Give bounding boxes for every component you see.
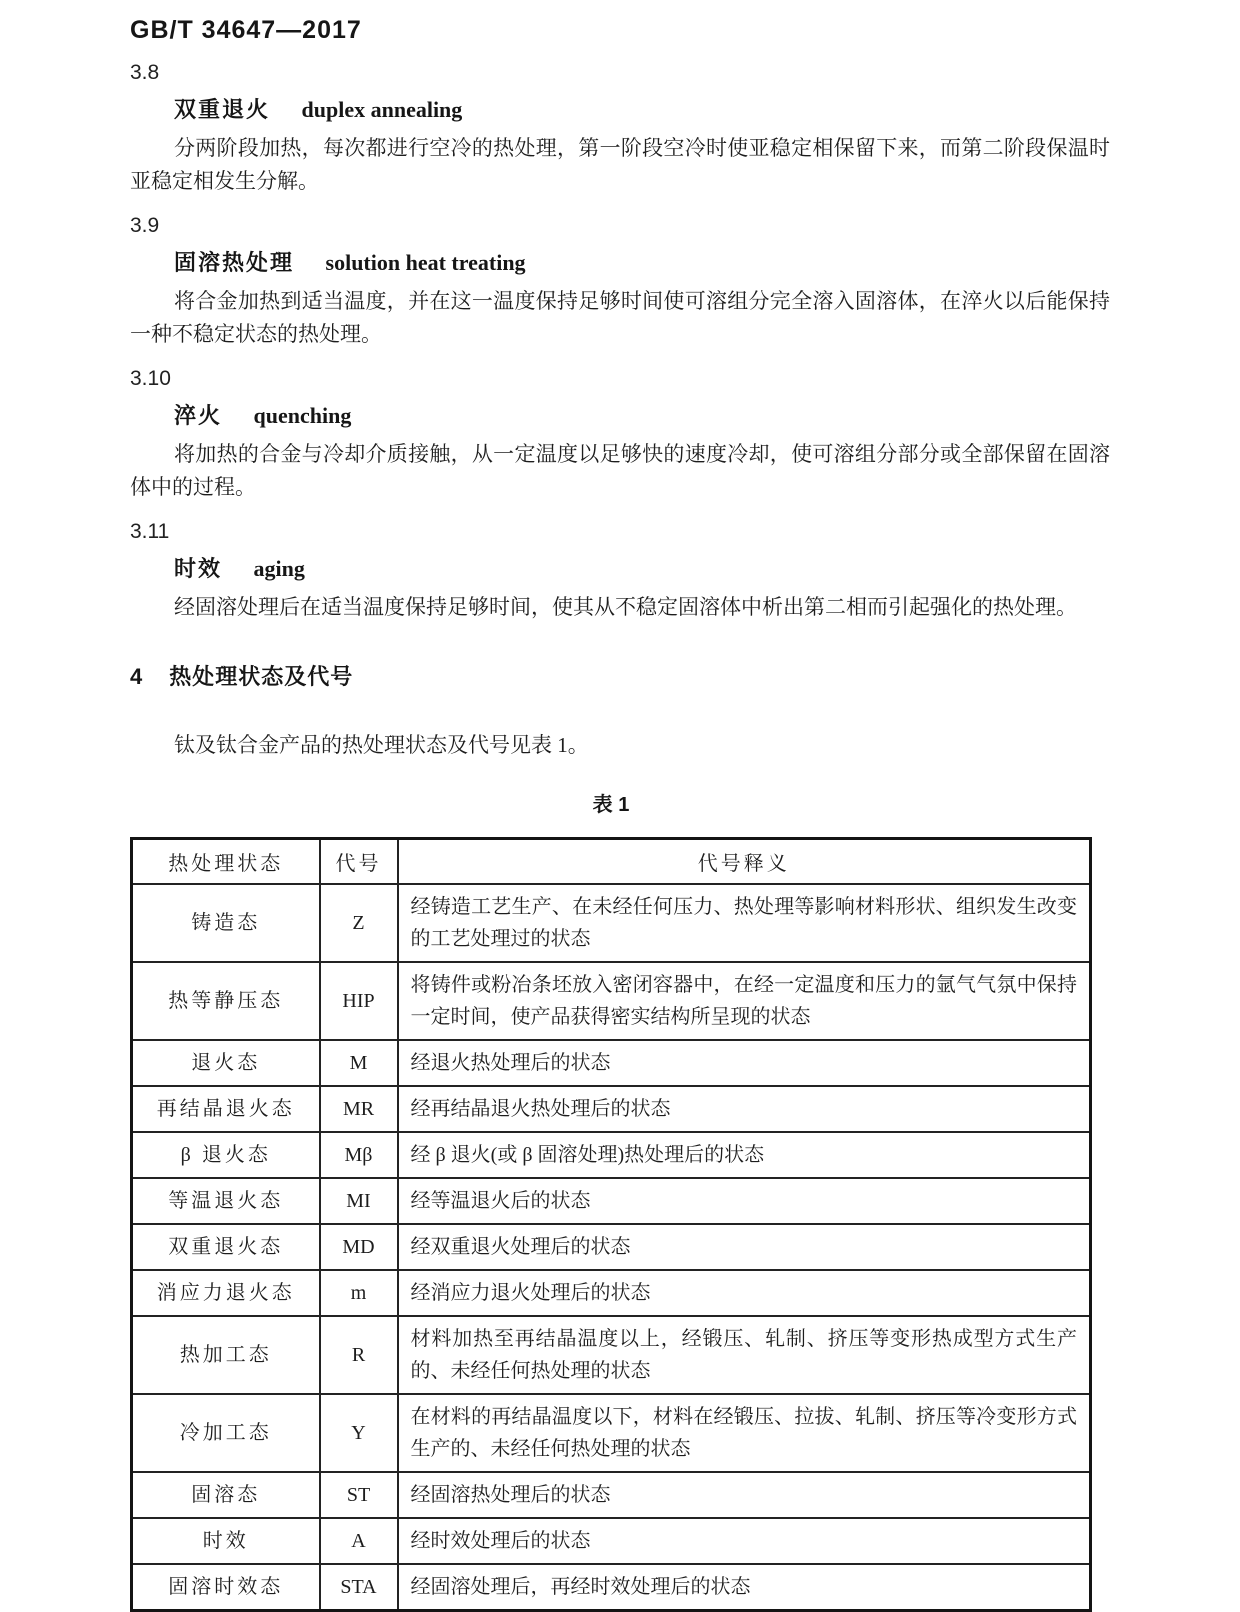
term-english: quenching [253, 403, 352, 428]
term-english: solution heat treating [325, 250, 526, 275]
code-cell: R [320, 1316, 398, 1394]
table-caption: 表 1 [592, 794, 630, 816]
state-cell: β 退火态 [132, 1132, 320, 1178]
code-cell: ST [320, 1472, 398, 1518]
meaning-cell: 经 β 退火(或 β 固溶处理)热处理后的状态 [398, 1132, 1091, 1178]
code-cell: MR [320, 1086, 398, 1132]
meaning-cell: 经双重退火处理后的状态 [398, 1224, 1091, 1270]
meaning-cell: 经消应力退火处理后的状态 [398, 1270, 1091, 1316]
state-cell: 退火态 [132, 1040, 320, 1086]
state-cell: 再结晶退火态 [132, 1086, 320, 1132]
term-chinese: 固溶热处理 [174, 250, 295, 275]
meaning-cell: 经等温退火后的状态 [398, 1178, 1091, 1224]
meaning-cell: 经固溶处理后，再经时效处理后的状态 [398, 1564, 1091, 1611]
code-cell: HIP [320, 962, 398, 1040]
table-row [132, 1270, 1091, 1316]
meaning-cell: 经固溶热处理后的状态 [398, 1472, 1091, 1518]
clause-number: 3.11 [130, 520, 170, 543]
table-row [132, 1518, 1091, 1564]
state-cell: 消应力退火态 [132, 1270, 320, 1316]
section-3-9 [130, 214, 1110, 351]
code-cell: STA [320, 1564, 398, 1611]
term-heading [130, 399, 1110, 430]
term-english: duplex annealing [301, 97, 463, 122]
definition-paragraph: 分两阶段加热，每次都进行空冷的热处理，第一阶段空冷时使亚稳定相保留下来，而第二阶段保温时亚稳定相发生分解。 [130, 136, 1110, 193]
meaning-cell: 在材料的再结晶温度以下，材料在经锻压、拉拔、轧制、挤压等冷变形方式生产的、未经任何热处理的状态 [398, 1394, 1091, 1472]
chapter-number: 4 [130, 664, 144, 689]
header-state: 热处理状态 [132, 839, 320, 885]
state-cell: 冷加工态 [132, 1394, 320, 1472]
code-cell: m [320, 1270, 398, 1316]
code-cell: Y [320, 1394, 398, 1472]
term-heading [130, 246, 1110, 277]
standard-code: GB/T 34647—2017 [130, 16, 362, 44]
state-cell: 等温退火态 [132, 1178, 320, 1224]
code-cell: Z [320, 884, 398, 962]
state-cell: 铸造态 [132, 884, 320, 962]
meaning-cell: 经时效处理后的状态 [398, 1518, 1091, 1564]
heat-treatment-table [130, 837, 1092, 1612]
section-3-8 [130, 61, 1110, 198]
clause-number: 3.8 [130, 61, 160, 84]
term-heading [130, 93, 1110, 124]
code-cell: MD [320, 1224, 398, 1270]
term-chinese: 时效 [174, 556, 223, 581]
clause-number: 3.9 [130, 214, 160, 237]
table-row [132, 1224, 1091, 1270]
table-row [132, 1040, 1091, 1086]
definition-paragraph: 将加热的合金与冷却介质接触，从一定温度以足够快的速度冷却，使可溶组分部分或全部保留在固溶体中的过程。 [130, 442, 1110, 499]
section-3-10 [130, 367, 1110, 504]
table-row [132, 1086, 1091, 1132]
meaning-cell: 材料加热至再结晶温度以上，经锻压、轧制、挤压等变形热成型方式生产的、未经任何热处理的状态 [398, 1316, 1091, 1394]
definition-paragraph: 将合金加热到适当温度，并在这一温度保持足够时间使可溶组分完全溶入固溶体，在淬火以后能保持一种不稳定状态的热处理。 [130, 289, 1110, 346]
header-meaning: 代号释义 [398, 839, 1091, 885]
term-english: aging [253, 556, 305, 581]
table-row [132, 1132, 1091, 1178]
state-cell: 固溶态 [132, 1472, 320, 1518]
code-cell: M [320, 1040, 398, 1086]
term-heading [130, 552, 1110, 583]
header-code: 代号 [320, 839, 398, 885]
state-cell: 双重退火态 [132, 1224, 320, 1270]
chapter-heading [130, 660, 1110, 691]
state-cell: 时效 [132, 1518, 320, 1564]
term-chinese: 淬火 [174, 403, 223, 428]
code-cell: Mβ [320, 1132, 398, 1178]
chapter-title: 热处理状态及代号 [169, 664, 354, 689]
table-header-row [132, 839, 1091, 885]
table-row [132, 1178, 1091, 1224]
state-cell: 热等静压态 [132, 962, 320, 1040]
intro-paragraph: 钛及钛合金产品的热处理状态及代号见表 1。 [174, 733, 589, 757]
state-cell: 固溶时效态 [132, 1564, 320, 1611]
code-cell: A [320, 1518, 398, 1564]
meaning-cell: 将铸件或粉冶条坯放入密闭容器中，在经一定温度和压力的氩气气氛中保持一定时间，使产品获得密实结构所呈现的状态 [398, 962, 1091, 1040]
table-row [132, 1316, 1091, 1394]
table-row [132, 1564, 1091, 1611]
table-row [132, 884, 1091, 962]
meaning-cell: 经再结晶退火热处理后的状态 [398, 1086, 1091, 1132]
table-row [132, 962, 1091, 1040]
term-chinese: 双重退火 [174, 97, 271, 122]
meaning-cell: 经退火热处理后的状态 [398, 1040, 1091, 1086]
table-row [132, 1394, 1091, 1472]
definition-paragraph: 经固溶处理后在适当温度保持足够时间，使其从不稳定固溶体中析出第二相而引起强化的热处理。 [174, 595, 1077, 619]
meaning-cell: 经铸造工艺生产、在未经任何压力、热处理等影响材料形状、组织发生改变的工艺处理过的状态 [398, 884, 1091, 962]
table-row [132, 1472, 1091, 1518]
state-cell: 热加工态 [132, 1316, 320, 1394]
code-cell: MI [320, 1178, 398, 1224]
clause-number: 3.10 [130, 367, 171, 390]
section-3-11 [130, 520, 1110, 624]
